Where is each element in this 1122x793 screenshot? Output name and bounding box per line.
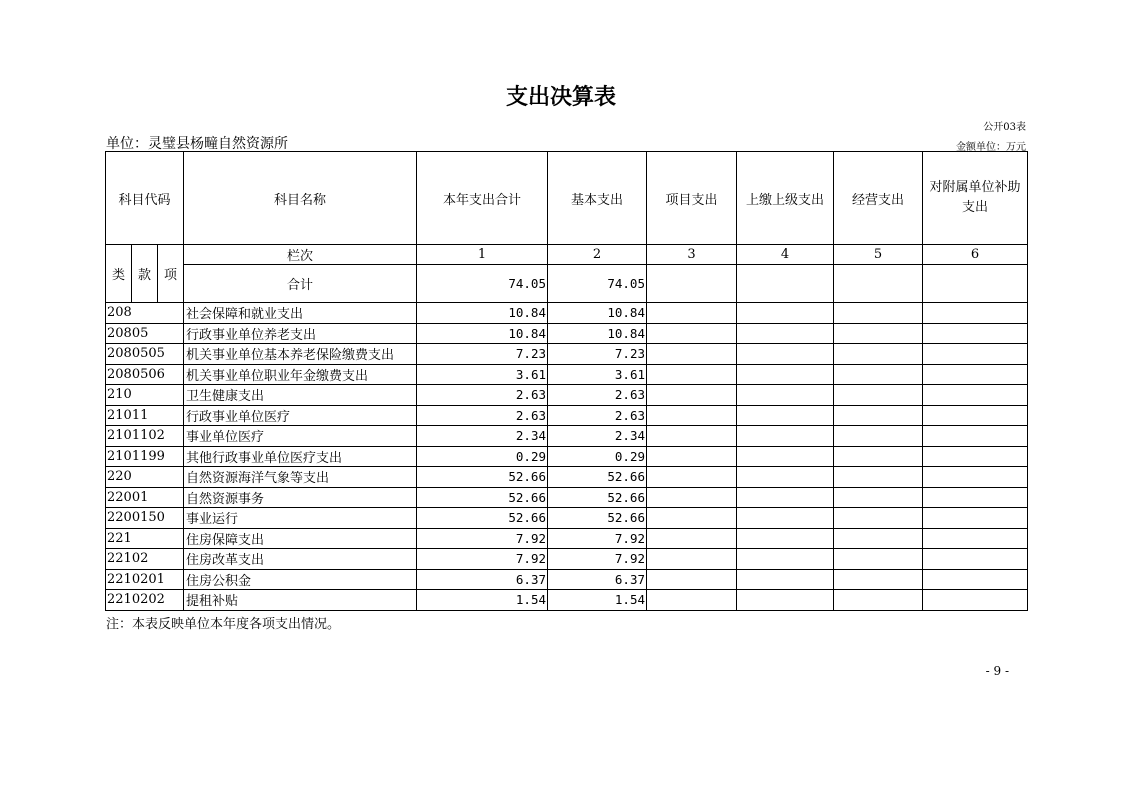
row-upper: [737, 446, 834, 467]
row-subsidy: [923, 569, 1028, 590]
header-xiang: 项: [158, 245, 184, 303]
total-project: [647, 265, 737, 303]
row-total: 10.84: [417, 323, 548, 344]
row-business: [834, 364, 923, 385]
table-row: [106, 528, 1028, 549]
row-total: 3.61: [417, 364, 548, 385]
page-title: 支出决算表: [505, 85, 616, 110]
header-lei: 类: [106, 245, 132, 303]
header-upper: 上缴上级支出: [737, 152, 834, 245]
row-name: 事业运行: [184, 508, 417, 529]
row-total: 52.66: [417, 508, 548, 529]
row-business: [834, 569, 923, 590]
row-total: 0.29: [417, 446, 548, 467]
row-business: [834, 590, 923, 611]
row-upper: [737, 487, 834, 508]
row-upper: [737, 385, 834, 406]
header-total: 本年支出合计: [417, 152, 548, 245]
row-total: 7.23: [417, 344, 548, 365]
total-label: 合计: [184, 265, 417, 303]
table-row: [106, 446, 1028, 467]
row-business: [834, 508, 923, 529]
row-basic: 1.54: [548, 590, 647, 611]
row-code: 221: [106, 528, 184, 549]
row-total: 7.92: [417, 549, 548, 570]
row-project: [647, 590, 737, 611]
row-project: [647, 487, 737, 508]
table-row: [106, 467, 1028, 488]
header-project: 项目支出: [647, 152, 737, 245]
table-row: [106, 590, 1028, 611]
row-basic: 10.84: [548, 303, 647, 324]
row-basic: 10.84: [548, 323, 647, 344]
row-subsidy: [923, 405, 1028, 426]
col-index-6: 6: [923, 245, 1028, 265]
row-basic: 52.66: [548, 487, 647, 508]
page-number: - 9 -: [985, 664, 1009, 678]
row-code: 220: [106, 467, 184, 488]
row-basic: 52.66: [548, 508, 647, 529]
table-row: [106, 487, 1028, 508]
row-project: [647, 344, 737, 365]
row-subsidy: [923, 364, 1028, 385]
row-name: 行政事业单位养老支出: [184, 323, 417, 344]
table-row: [106, 323, 1028, 344]
row-upper: [737, 569, 834, 590]
row-total: 2.34: [417, 426, 548, 447]
row-project: [647, 303, 737, 324]
total-amount: 74.05: [417, 265, 548, 303]
row-basic: 6.37: [548, 569, 647, 590]
row-project: [647, 405, 737, 426]
table-row: [106, 426, 1028, 447]
row-basic: 2.34: [548, 426, 647, 447]
row-upper: [737, 364, 834, 385]
row-subsidy: [923, 426, 1028, 447]
total-business: [834, 265, 923, 303]
row-total: 6.37: [417, 569, 548, 590]
row-business: [834, 426, 923, 447]
row-subsidy: [923, 590, 1028, 611]
col-index-4: 4: [737, 245, 834, 265]
header-basic: 基本支出: [548, 152, 647, 245]
row-total: 52.66: [417, 487, 548, 508]
row-basic: 7.92: [548, 528, 647, 549]
row-project: [647, 385, 737, 406]
row-upper: [737, 549, 834, 570]
row-business: [834, 344, 923, 365]
row-basic: 52.66: [548, 467, 647, 488]
row-project: [647, 364, 737, 385]
row-project: [647, 446, 737, 467]
unit-label: 单位：灵璧县杨疃自然资源所: [106, 136, 288, 152]
row-basic: 2.63: [548, 405, 647, 426]
row-upper: [737, 467, 834, 488]
row-business: [834, 405, 923, 426]
row-code: 2210201: [106, 569, 184, 590]
row-name: 机关事业单位职业年金缴费支出: [184, 364, 417, 385]
row-project: [647, 528, 737, 549]
row-business: [834, 385, 923, 406]
header-subsidy: 对附属单位补助支出: [923, 152, 1028, 245]
row-subsidy: [923, 467, 1028, 488]
table-row: [106, 569, 1028, 590]
row-project: [647, 508, 737, 529]
row-name: 住房改革支出: [184, 549, 417, 570]
row-upper: [737, 323, 834, 344]
row-code: 22001: [106, 487, 184, 508]
row-code: 22102: [106, 549, 184, 570]
row-name: 住房公积金: [184, 569, 417, 590]
total-basic: 74.05: [548, 265, 647, 303]
header-business: 经营支出: [834, 152, 923, 245]
row-name: 社会保障和就业支出: [184, 303, 417, 324]
row-total: 2.63: [417, 385, 548, 406]
row-business: [834, 528, 923, 549]
row-business: [834, 323, 923, 344]
row-upper: [737, 405, 834, 426]
column-index-row: [106, 245, 1028, 265]
money-unit-label: 金额单位：万元: [956, 142, 1026, 153]
row-code: 2080506: [106, 364, 184, 385]
row-business: [834, 549, 923, 570]
row-name: 卫生健康支出: [184, 385, 417, 406]
row-project: [647, 569, 737, 590]
header-row: [106, 152, 1028, 245]
row-project: [647, 467, 737, 488]
form-number: 公开03表: [983, 122, 1026, 133]
row-project: [647, 549, 737, 570]
row-upper: [737, 528, 834, 549]
row-name: 事业单位医疗: [184, 426, 417, 447]
header-lanci: 栏次: [184, 245, 417, 265]
row-subsidy: [923, 344, 1028, 365]
row-name: 行政事业单位医疗: [184, 405, 417, 426]
row-basic: 0.29: [548, 446, 647, 467]
row-basic: 2.63: [548, 385, 647, 406]
row-subsidy: [923, 303, 1028, 324]
row-total: 7.92: [417, 528, 548, 549]
col-index-3: 3: [647, 245, 737, 265]
header-name: 科目名称: [184, 152, 417, 245]
row-subsidy: [923, 323, 1028, 344]
row-total: 1.54: [417, 590, 548, 611]
total-subsidy: [923, 265, 1028, 303]
row-upper: [737, 590, 834, 611]
total-row: [106, 265, 1028, 303]
row-code: 2200150: [106, 508, 184, 529]
row-name: 提租补贴: [184, 590, 417, 611]
row-upper: [737, 426, 834, 447]
table-note: 注：本表反映单位本年度各项支出情况。: [106, 617, 341, 632]
expenditure-table: [105, 151, 1028, 611]
col-index-5: 5: [834, 245, 923, 265]
table-row: [106, 303, 1028, 324]
row-code: 208: [106, 303, 184, 324]
row-total: 10.84: [417, 303, 548, 324]
row-code: 21011: [106, 405, 184, 426]
row-total: 2.63: [417, 405, 548, 426]
row-upper: [737, 303, 834, 324]
row-business: [834, 303, 923, 324]
row-project: [647, 323, 737, 344]
row-business: [834, 467, 923, 488]
row-name: 自然资源海洋气象等支出: [184, 467, 417, 488]
row-code: 2080505: [106, 344, 184, 365]
row-total: 52.66: [417, 467, 548, 488]
total-upper: [737, 265, 834, 303]
header-code: 科目代码: [106, 152, 184, 245]
col-index-2: 2: [548, 245, 647, 265]
row-business: [834, 487, 923, 508]
table-row: [106, 549, 1028, 570]
row-name: 其他行政事业单位医疗支出: [184, 446, 417, 467]
col-index-1: 1: [417, 245, 548, 265]
row-code: 20805: [106, 323, 184, 344]
row-subsidy: [923, 549, 1028, 570]
row-basic: 7.23: [548, 344, 647, 365]
table-row: [106, 364, 1028, 385]
row-name: 机关事业单位基本养老保险缴费支出: [184, 344, 417, 365]
table-row: [106, 344, 1028, 365]
row-subsidy: [923, 487, 1028, 508]
table-row: [106, 508, 1028, 529]
header-kuan: 款: [132, 245, 158, 303]
row-upper: [737, 344, 834, 365]
row-project: [647, 426, 737, 447]
row-upper: [737, 508, 834, 529]
row-business: [834, 446, 923, 467]
row-subsidy: [923, 385, 1028, 406]
row-code: 2210202: [106, 590, 184, 611]
row-subsidy: [923, 446, 1028, 467]
row-code: 210: [106, 385, 184, 406]
row-basic: 7.92: [548, 549, 647, 570]
row-code: 2101102: [106, 426, 184, 447]
table-row: [106, 385, 1028, 406]
row-subsidy: [923, 508, 1028, 529]
row-code: 2101199: [106, 446, 184, 467]
row-name: 自然资源事务: [184, 487, 417, 508]
row-name: 住房保障支出: [184, 528, 417, 549]
table-row: [106, 405, 1028, 426]
row-basic: 3.61: [548, 364, 647, 385]
row-subsidy: [923, 528, 1028, 549]
